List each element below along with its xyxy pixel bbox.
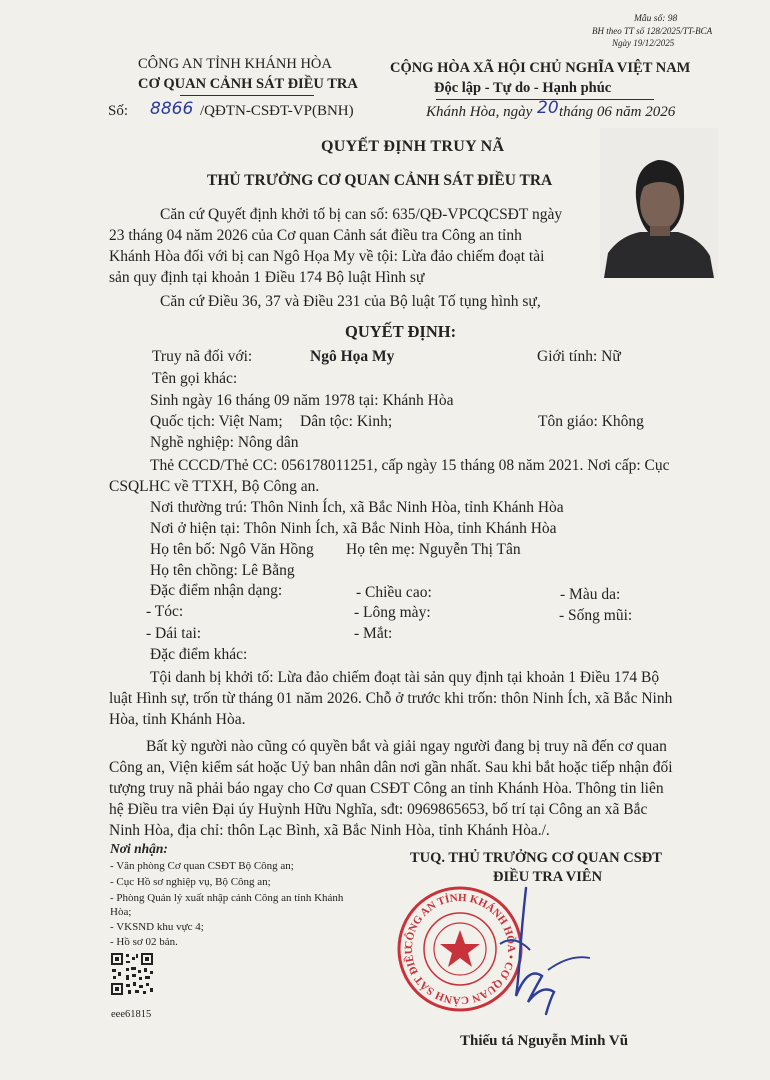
features-label: Đặc điểm nhận dạng: (150, 582, 283, 599)
alias: Tên gọi khác: (152, 370, 238, 387)
recipient-item: - Văn phòng Cơ quan CSĐT Bộ Công an; (110, 860, 294, 872)
notice-line-2: Công an, Viện kiểm sát hoặc Uỷ ban nhân dân nơi gần nhất. Sau khi bắt hoặc tiếp nhận đối (109, 759, 673, 776)
number-handwritten: 8866 (150, 99, 194, 119)
suspect-name: Ngô Họa My (310, 348, 395, 365)
number-suffix: /QĐTN-CSĐT-VP(BNH) (200, 103, 354, 119)
document-subtitle: THỦ TRƯỞNG CƠ QUAN CẢNH SÁT ĐIỀU TRA (207, 172, 553, 189)
form-number: Mẫu số: 98 (634, 14, 678, 24)
father-name: Họ tên bố: Ngô Văn Hồng (150, 541, 314, 558)
notice-line-4: hệ Điều tra viên Đại úy Huỳnh Hữu Nghĩa, sđt: 0969865653, bố trí tại Công an xã Bắc (109, 801, 648, 818)
occupation: Nghề nghiệp: Nông dân (150, 434, 299, 451)
ethnicity: Dân tộc: Kinh; (300, 413, 393, 430)
crime-line-1: Tội danh bị khởi tố: Lừa đảo chiếm đoạt tài sản quy định tại khoản 1 Điều 174 Bộ (150, 669, 660, 686)
eyebrows: - Lông mày: (354, 604, 431, 621)
place-date-suffix: tháng 06 năm 2026 (559, 104, 676, 120)
document-title: QUYẾT ĐỊNH TRUY NÃ (321, 138, 505, 155)
suspect-photo (600, 128, 718, 278)
notice-line-3: tượng truy nã phải báo ngay cho Cơ quan CSĐT Công an tỉnh Khánh Hòa. Thông tin liên (109, 780, 664, 797)
stamp-text: CÔNG AN TỈNH KHÁNH HÒA • CƠ QUAN CẢNH SÁT ĐIỀU (402, 891, 518, 1007)
notice-line-1: Bất kỳ người nào cũng có quyền bắt và giải ngay người đang bị truy nã đến cơ quan (146, 738, 667, 755)
crime-line-3: Hòa, tỉnh Khánh Hòa. (109, 711, 246, 728)
number-label: Số: (108, 103, 129, 119)
recipients-heading: Nơi nhận: (110, 841, 168, 856)
permanent-address: Nơi thường trú: Thôn Ninh Ích, xã Bắc Ninh Hòa, tỉnh Khánh Hòa (150, 499, 564, 516)
form-issued-by: BH theo TT số 128/2025/TT-BCA (592, 26, 713, 36)
skin-color: - Màu da: (560, 586, 621, 603)
recipient-item: - VKSND khu vực 4; (110, 921, 204, 933)
crime-line-2: luật Hình sự, trốn từ tháng 01 năm 2026. Chỗ ở trước khi trốn: thôn Ninh Ích, xã Bắc Ninh (109, 690, 673, 707)
signature-title: ĐIỀU TRA VIÊN (493, 869, 603, 885)
day-handwritten: 20 (537, 98, 559, 118)
basis-line-3: Khánh Hòa đối với bị can Ngô Họa My về tội: Lừa đảo chiếm đoạt tài (109, 248, 545, 265)
wanted-label: Truy nã đối với: (152, 348, 253, 365)
nose: - Sống mũi: (559, 607, 633, 624)
husband-name: Họ tên chồng: Lê Bằng (150, 562, 295, 579)
form-date: Ngày 19/12/2025 (612, 38, 675, 48)
recipient-item: - Phòng Quản lý xuất nhập cảnh Công an tỉnh Khánh (110, 892, 344, 904)
agency-underline (180, 95, 314, 96)
religion: Tôn giáo: Không (538, 413, 644, 430)
qr-code (110, 952, 154, 1001)
birth: Sinh ngày 16 tháng 09 năm 1978 tại: Khánh Hòa (150, 392, 454, 409)
handwritten-signature (430, 884, 630, 1029)
id-line-2: CSQLHC về TTXH, Bộ Công an. (109, 478, 320, 495)
recipient-item: Hòa; (110, 906, 132, 918)
place-date-prefix: Khánh Hòa, ngày (426, 104, 533, 120)
notice-line-5: Ninh Hòa, địa chỉ: thôn Lạc Bình, xã Bắc Ninh Hòa, tỉnh Khánh Hòa./. (109, 822, 550, 839)
qr-code-text: eee61815 (111, 1009, 152, 1020)
agency-parent: CÔNG AN TỈNH KHÁNH HÒA (138, 56, 332, 72)
current-address: Nơi ở hiện tại: Thôn Ninh Ích, xã Bắc Ninh Hòa, tỉnh Khánh Hòa (150, 520, 557, 537)
nationality: Quốc tịch: Việt Nam; (150, 413, 283, 430)
basis-line-5: Căn cứ Điều 36, 37 và Điều 231 của Bộ luật Tố tụng hình sự, (160, 293, 541, 310)
agency-name: CƠ QUAN CẢNH SÁT ĐIỀU TRA (138, 76, 358, 92)
other-features: Đặc điểm khác: (150, 646, 248, 663)
id-line-1: Thẻ CCCD/Thẻ CC: 056178011251, cấp ngày 15 tháng 08 năm 2021. Nơi cấp: Cục (150, 457, 670, 474)
basis-line-4: sản quy định tại khoản 1 Điều 174 Bộ luật Hình sự (109, 269, 425, 286)
signature-authority: TUQ. THỦ TRƯỞNG CƠ QUAN CSĐT (410, 850, 662, 866)
recipient-item: - Hồ sơ 02 bản. (110, 936, 178, 948)
eyes: - Mắt: (354, 625, 393, 642)
signer-name: Thiếu tá Nguyễn Minh Vũ (460, 1033, 629, 1049)
height: - Chiều cao: (356, 584, 432, 601)
basis-line-2: 23 tháng 04 năm 2026 của Cơ quan Cảnh sát điều tra Công an tỉnh (109, 227, 522, 244)
hair: - Tóc: (146, 603, 184, 620)
decision-heading: QUYẾT ĐỊNH: (345, 322, 457, 341)
country-name: CỘNG HÒA XÃ HỘI CHỦ NGHĨA VIỆT NAM (390, 60, 691, 76)
basis-line-1: Căn cứ Quyết định khởi tố bị can số: 635/QĐ-VPCQCSĐT ngày (160, 206, 563, 223)
motto: Độc lập - Tự do - Hạnh phúc (434, 80, 612, 96)
ears: - Dái tai: (146, 625, 202, 642)
mother-name: Họ tên mẹ: Nguyễn Thị Tân (346, 541, 521, 558)
recipient-item: - Cục Hồ sơ nghiệp vụ, Bộ Công an; (110, 876, 271, 888)
gender: Giới tính: Nữ (537, 348, 621, 365)
